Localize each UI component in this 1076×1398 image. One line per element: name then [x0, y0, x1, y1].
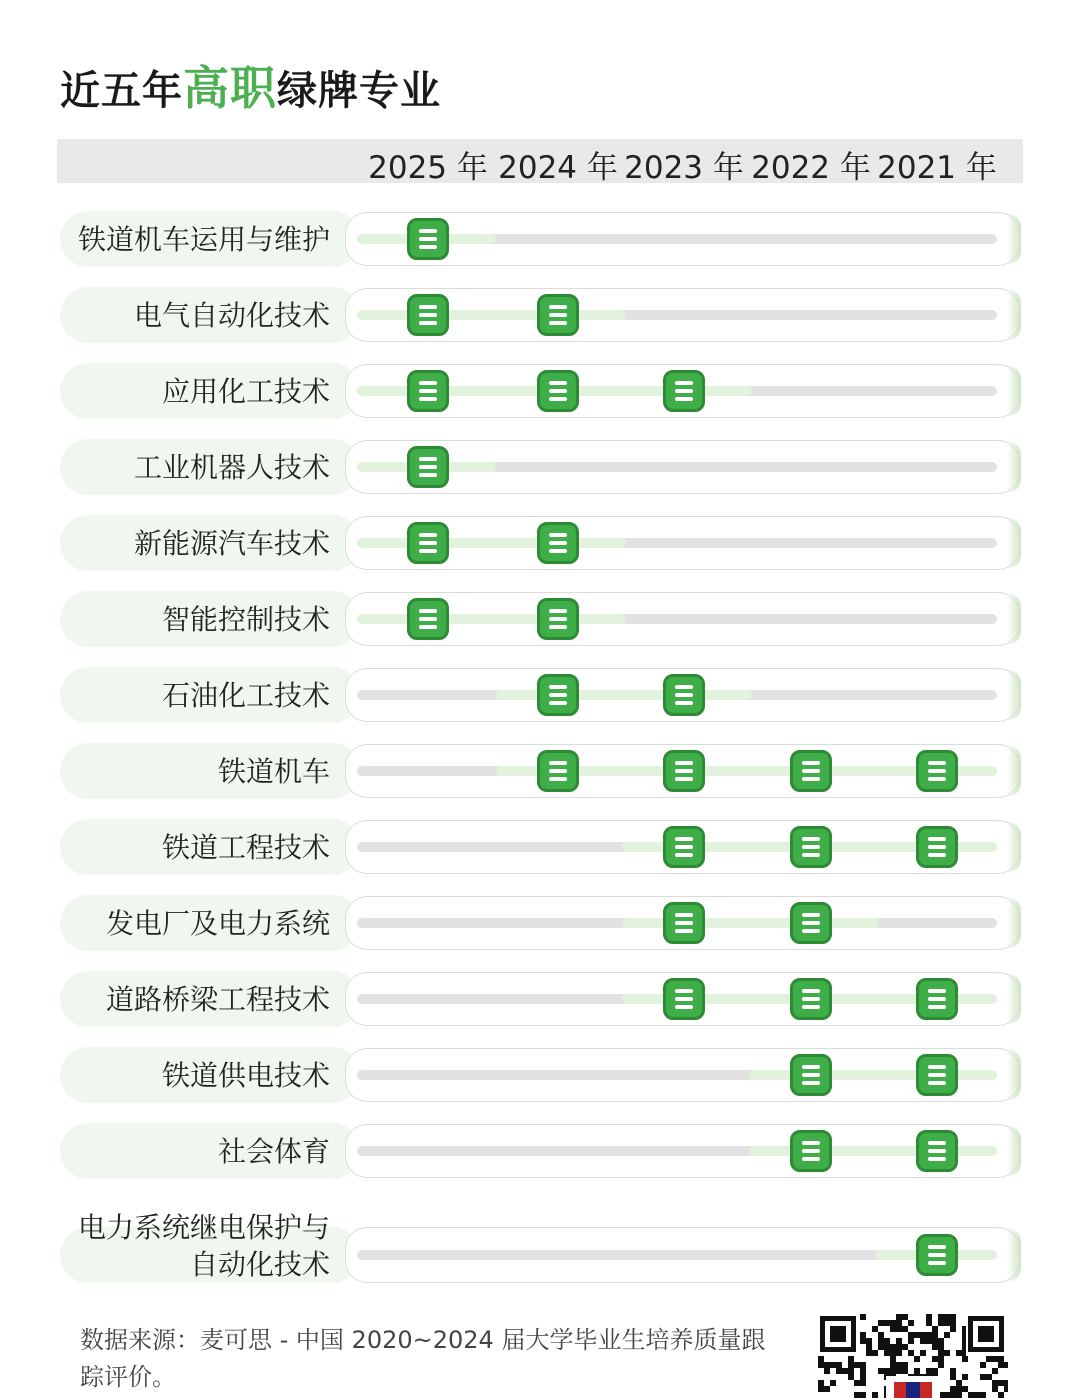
- title-highlight: 高职: [183, 61, 277, 115]
- green-list-badge-icon: [790, 1130, 832, 1172]
- green-list-badge-icon: [407, 522, 449, 564]
- green-list-badge-icon: [663, 826, 705, 868]
- row-label-line: 自动化技术: [189, 1248, 330, 1281]
- green-list-badge-icon: [916, 1054, 958, 1096]
- row-label: 社会体育: [217, 1135, 330, 1168]
- green-list-badge-icon: [663, 902, 705, 944]
- row-edge-accent: [1007, 1228, 1021, 1282]
- row-edge-accent: [1007, 213, 1021, 265]
- green-list-badge-icon: [537, 674, 579, 716]
- row-edge-accent: [1007, 1125, 1021, 1177]
- row-label: 发电厂及电力系统: [105, 907, 330, 940]
- row-label: 新能源汽车技术: [133, 527, 330, 560]
- row-edge-accent: [1007, 821, 1021, 873]
- green-list-badge-icon: [790, 902, 832, 944]
- row-highlight-segment: [622, 918, 879, 928]
- row-highlight-segment: [357, 614, 626, 624]
- row-highlight-segment: [496, 690, 752, 700]
- green-list-badge-icon: [407, 294, 449, 336]
- green-list-badge-icon: [916, 978, 958, 1020]
- row-label-line: 电力系统继电保护与: [77, 1211, 330, 1244]
- green-list-badge-icon: [537, 522, 579, 564]
- green-list-badge-icon: [663, 674, 705, 716]
- year-label-1: 2024 年: [498, 150, 618, 186]
- row-edge-accent: [1007, 1049, 1021, 1101]
- green-list-badge-icon: [663, 370, 705, 412]
- green-list-badge-icon: [790, 826, 832, 868]
- green-list-badge-icon: [663, 978, 705, 1020]
- title-prefix: 近五年: [60, 68, 183, 114]
- green-list-badge-icon: [790, 750, 832, 792]
- green-list-badge-icon: [537, 370, 579, 412]
- row-label: 铁道供电技术: [161, 1059, 330, 1092]
- green-list-badge-icon: [916, 1130, 958, 1172]
- row-label: 工业机器人技术: [133, 451, 330, 484]
- year-label-3: 2022 年: [751, 150, 871, 186]
- source-note: 数据来源：麦可思 - 中国 2020~2024 届大学毕业生培养质量跟踪评价。: [80, 1326, 766, 1391]
- row-label: 智能控制技术: [161, 603, 330, 636]
- row-highlight-segment: [749, 1146, 997, 1156]
- row-edge-accent: [1007, 593, 1021, 645]
- row-edge-accent: [1007, 745, 1021, 797]
- row-label: 铁道机车运用与维护: [77, 223, 330, 256]
- green-list-badge-icon: [916, 1234, 958, 1276]
- green-list-badge-icon: [916, 826, 958, 868]
- green-list-badge-icon: [407, 598, 449, 640]
- year-label-2: 2023 年: [624, 150, 744, 186]
- row-label: 石油化工技术: [161, 679, 330, 712]
- green-list-badge-icon: [537, 294, 579, 336]
- title-suffix: 绿牌专业: [277, 68, 441, 114]
- row-label: 应用化工技术: [161, 375, 330, 408]
- row-edge-accent: [1007, 517, 1021, 569]
- row-edge-accent: [1007, 897, 1021, 949]
- row-label: [60, 1209, 330, 1283]
- green-list-badge-icon: [537, 750, 579, 792]
- row-label: 铁道工程技术: [161, 831, 330, 864]
- row-highlight-segment: [357, 310, 626, 320]
- year-label-0: 2025 年: [368, 150, 488, 186]
- qr-code-icon: [818, 1314, 1008, 1398]
- green-list-badge-icon: [790, 1054, 832, 1096]
- green-list-badge-icon: [790, 978, 832, 1020]
- green-list-badge-icon: [407, 370, 449, 412]
- green-list-badge-icon: [663, 750, 705, 792]
- green-list-badge-icon: [407, 446, 449, 488]
- row-edge-accent: [1007, 669, 1021, 721]
- row-label: 道路桥梁工程技术: [105, 983, 330, 1016]
- row-edge-accent: [1007, 289, 1021, 341]
- row-label: 电气自动化技术: [133, 299, 330, 332]
- row-label: 铁道机车: [217, 755, 330, 788]
- green-list-badge-icon: [407, 218, 449, 260]
- green-list-badge-icon: [916, 750, 958, 792]
- green-list-badge-icon: [537, 598, 579, 640]
- row-edge-accent: [1007, 441, 1021, 493]
- year-label-4: 2021 年: [877, 150, 997, 186]
- row-edge-accent: [1007, 973, 1021, 1025]
- page-title: [60, 52, 441, 118]
- row-highlight-segment: [357, 538, 626, 548]
- row-edge-accent: [1007, 365, 1021, 417]
- row-highlight-segment: [749, 1070, 997, 1080]
